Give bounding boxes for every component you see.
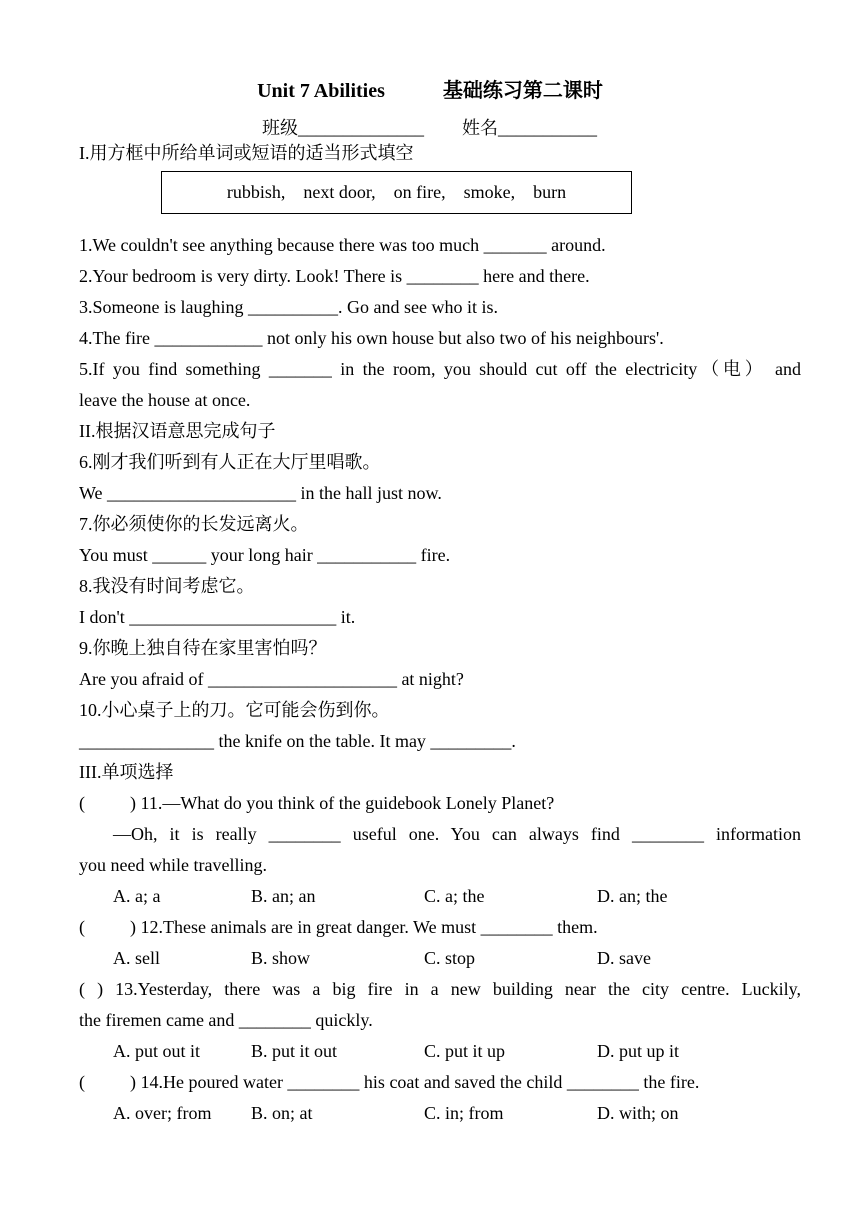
option-c: C. stop [424,948,476,968]
question-6-chinese: 6.刚才我们听到有人正在大厅里唱歌。 [79,452,381,472]
question-9-english: Are you afraid of _____________________ at night? [79,669,464,689]
question-7-english: You must ______ your long hair ___________ fire. [79,545,451,565]
option-c: C. put it up [424,1041,506,1061]
question-6-english: We _____________________ in the hall just now. [79,483,442,503]
option-b: B. put it out [251,1041,338,1061]
question-9-chinese: 9.你晚上独自待在家里害怕吗？ [79,638,327,658]
student-info-line [262,114,597,140]
title-chinese: 基础练习第二课时 [442,80,603,102]
question-5-line2: leave the house at once. [79,390,251,410]
question-14-stem: ( ) 14.He poured water ________ his coat and saved the child ________ the fire. [79,1072,700,1092]
option-d: D. with; on [597,1103,679,1123]
question-12-stem: ( ) 12.These animals are in great danger. We must ________ them. [79,917,598,937]
question-8-chinese: 8.我没有时间考虑它。 [79,576,255,596]
page-title [0,74,860,103]
question-13-stem: ( ) 13.Yesterday, there was a big fire in a new building near the city centre. Luckily, [79,979,801,999]
name-field: 姓名___________ [462,118,597,138]
question-5-line1: 5.If you find something _______ in the room, you should cut off the electricity（电） and [79,359,801,379]
section3-heading: III.单项选择 [79,762,174,782]
option-b: B. show [251,948,311,968]
question-4: 4.The fire ____________ not only his own house but also two of his neighbours'. [79,328,664,348]
question-14-options [113,1102,679,1212]
question-11-stem: ( ) 11.—What do you think of the guidebook Lonely Planet? [79,793,555,813]
option-d: D. save [597,948,651,968]
question-10-english: _______________ the knife on the table. It may _________. [79,731,516,751]
class-field: 班级______________ [262,118,424,138]
option-d: D. put up it [597,1041,680,1061]
section1-heading: I.用方框中所给单词或短语的适当形式填空 [79,143,414,163]
title-english: Unit 7 Abilities [257,80,385,102]
question-7-chinese: 7.你必须使你的长发远离火。 [79,514,309,534]
word-box: rubbish, next door, on fire, smoke, burn [161,171,632,214]
option-a: A. put out it [113,1041,201,1061]
option-c: C. a; the [424,886,485,906]
option-a: A. over; from [113,1103,212,1123]
option-d: D. an; the [597,886,668,906]
section2-heading: II.根据汉语意思完成句子 [79,421,276,441]
option-a: A. a; a [113,886,161,906]
question-3: 3.Someone is laughing __________. Go and see who it is. [79,297,498,317]
question-11-line3: you need while travelling. [79,855,267,875]
question-13-line2: the firemen came and ________ quickly. [79,1010,373,1030]
option-b: B. an; an [251,886,316,906]
question-10-chinese: 10.小心桌子上的刀。它可能会伤到你。 [79,700,390,720]
question-11-line2: —Oh, it is really ________ useful one. You can always find ________ information [113,824,801,844]
question-2: 2.Your bedroom is very dirty. Look! There is ________ here and there. [79,266,590,286]
option-a: A. sell [113,948,160,968]
option-c: C. in; from [424,1103,504,1123]
question-1: 1.We couldn't see anything because there was too much _______ around. [79,235,606,255]
question-8-english: I don't _______________________ it. [79,607,356,627]
option-b: B. on; at [251,1103,313,1123]
